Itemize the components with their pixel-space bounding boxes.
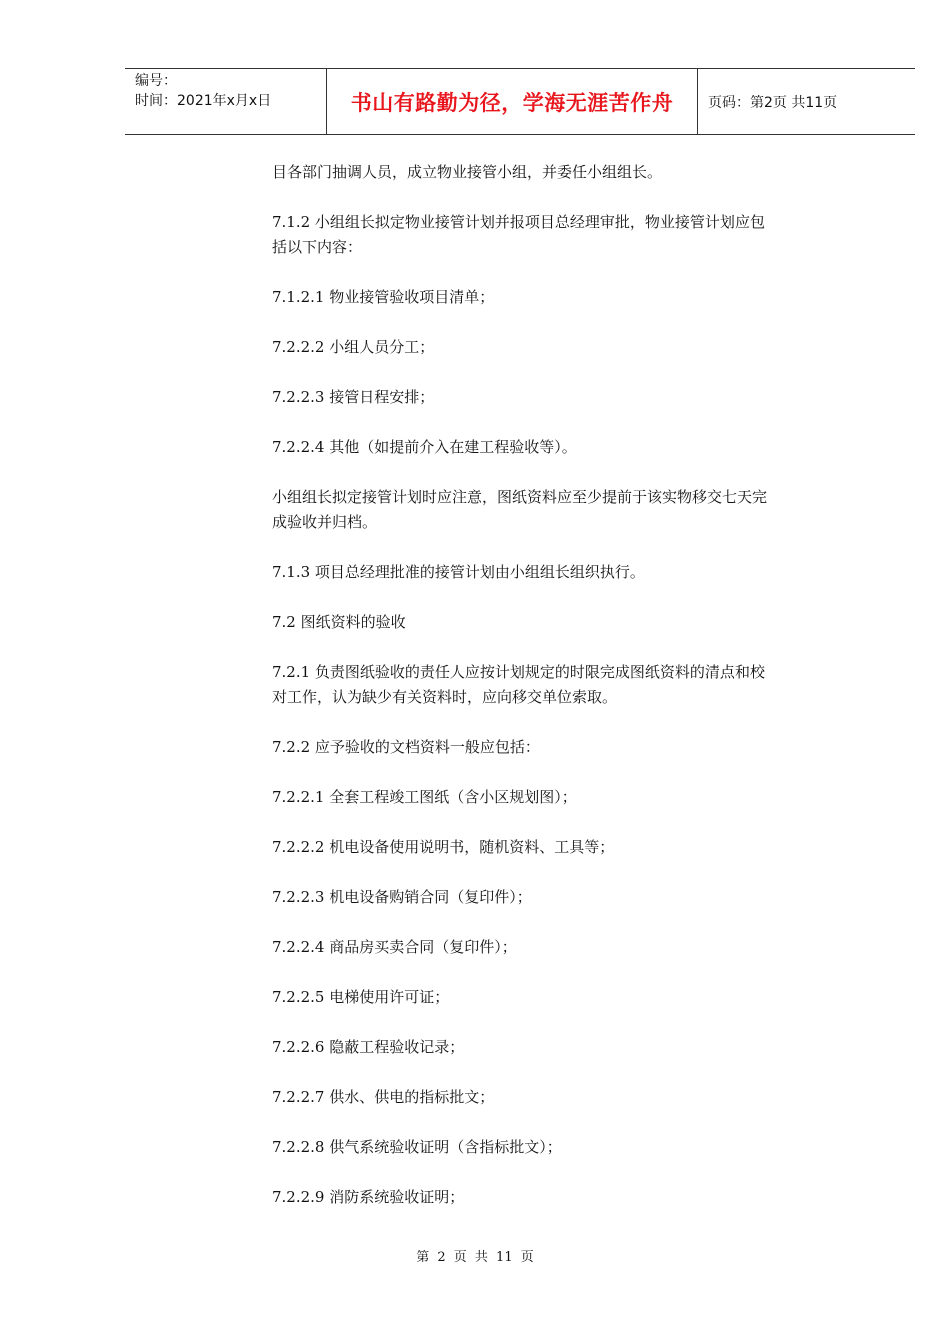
paragraph: 7.2.2.3 接管日程安排； — [272, 388, 435, 406]
list-item: 7.2.2.2 机电设备使用说明书，随机资料、工具等； — [272, 838, 615, 856]
list-item: 7.2.2.4 商品房买卖合同（复印件）； — [272, 938, 517, 956]
header-slogan: 书山有路勤为径，学海无涯苦作舟 — [326, 69, 698, 134]
list-item: 7.2.2.9 消防系统验收证明； — [272, 1188, 465, 1206]
section-heading: 7.2 图纸资料的验收 — [272, 613, 406, 631]
page-footer: 第 2 页 共 11 页 — [416, 1250, 534, 1265]
list-item: 7.2.2.3 机电设备购销合同（复印件）； — [272, 888, 532, 906]
paragraph: 7.1.3 项目总经理批准的接管计划由小组组长组织执行。 — [272, 563, 645, 581]
list-item: 7.2.2.7 供水、供电的指标批文； — [272, 1088, 495, 1106]
document-number-label: 编号： — [135, 73, 177, 89]
list-item: 7.2.2.5 电梯使用许可证； — [272, 988, 450, 1006]
list-item: 7.2.2.6 隐蔽工程验收记录； — [272, 1038, 465, 1056]
header-meta — [125, 69, 326, 134]
list-item: 7.2.2.1 全套工程竣工图纸（含小区规划图）； — [272, 788, 577, 806]
document-date: 时间：2021年x月x日 — [135, 93, 272, 109]
paragraph: 7.1.2.1 物业接管验收项目清单； — [272, 288, 495, 306]
paragraph: 7.2.2.2 小组人员分工； — [272, 338, 435, 356]
page-header — [125, 68, 915, 135]
paragraph: 7.2.2 应予验收的文档资料一般应包括： — [272, 738, 540, 756]
document-body — [272, 160, 777, 1235]
paragraph: 7.2.1 负责图纸验收的责任人应按计划规定的时限完成图纸资料的清点和校对工作，认为缺少有关资料时，应向移交单位索取。 — [272, 663, 765, 706]
paragraph: 目各部门抽调人员，成立物业接管小组，并委任小组组长。 — [272, 163, 663, 181]
list-item: 7.2.2.8 供气系统验收证明（含指标批文）； — [272, 1138, 562, 1156]
paragraph: 7.2.2.4 其他（如提前介入在建工程验收等）。 — [272, 438, 577, 456]
paragraph: 7.1.2 小组组长拟定物业接管计划并报项目总经理审批，物业接管计划应包括以下内容： — [272, 213, 765, 256]
header-page-info: 页码：第2页 共11页 — [708, 94, 838, 111]
paragraph: 小组组长拟定接管计划时应注意，图纸资料应至少提前于该实物移交七天完成验收并归档。 — [272, 488, 768, 531]
